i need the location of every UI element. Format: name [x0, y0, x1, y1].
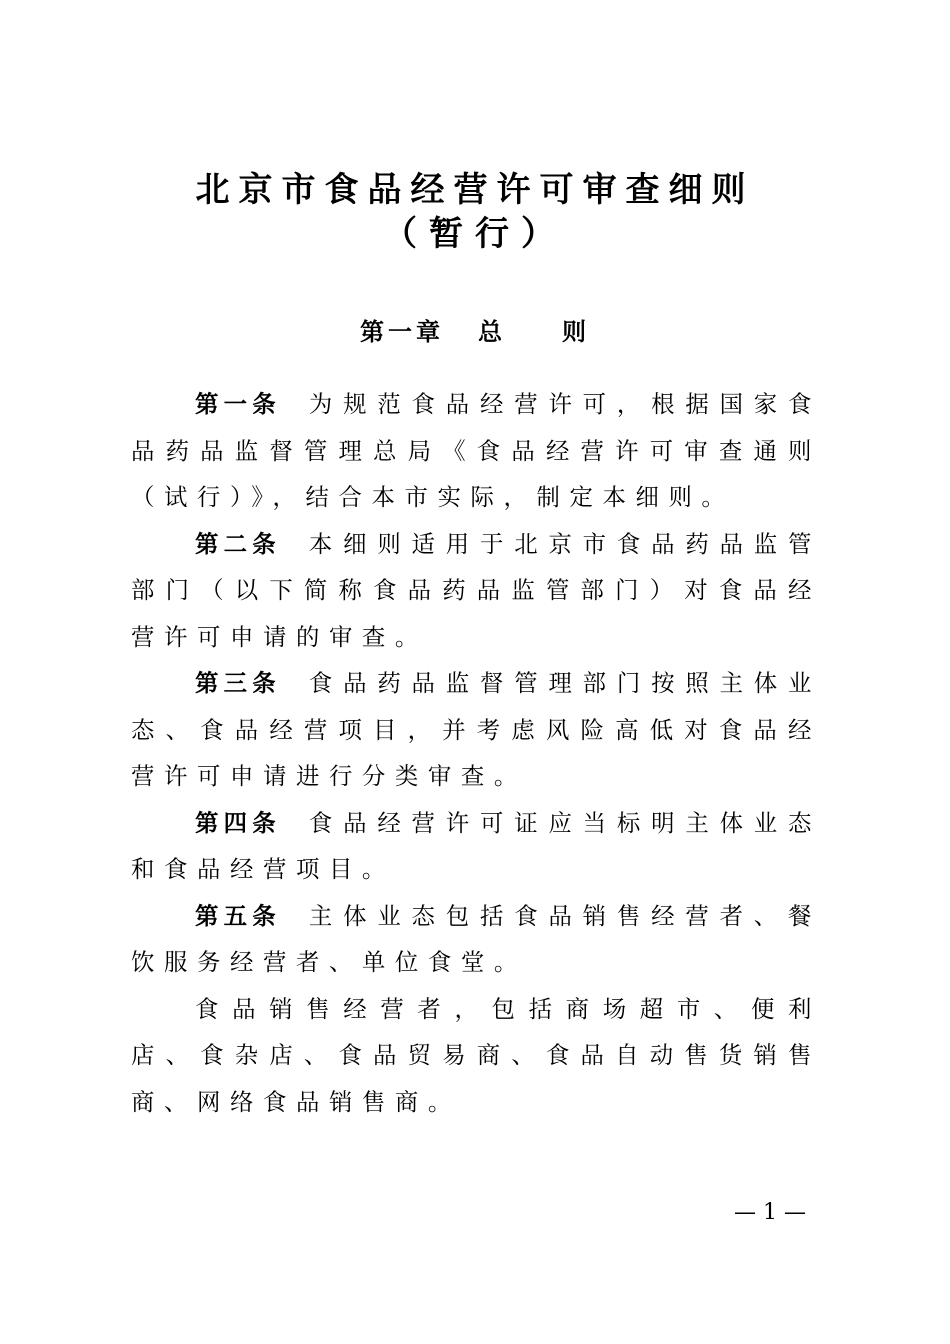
article-label: 第二条 — [195, 529, 281, 558]
article-label: 第一条 — [195, 390, 281, 418]
document-title: 北京市食品经营许可审查细则 — [195, 170, 755, 210]
chapter-name: 总 则 — [478, 318, 590, 346]
article-text: 本细则适用于北京市食品药品监管部门（以下简称食品药品监管部门）对食品经营许可申请的审查。 — [131, 529, 822, 651]
article-label: 第四条 — [195, 808, 281, 837]
article-label: 第五条 — [195, 901, 281, 930]
article-text: 为规范食品经营许可，根据国家食品药品监督管理总局《食品经营许可审查通则（试行）》，结合本市实际，制定本细则。 — [131, 390, 822, 511]
article-label: 第三条 — [195, 669, 281, 697]
document-subtitle: （暂行） — [383, 214, 567, 254]
article-paragraph — [131, 800, 821, 893]
body-paragraph — [131, 986, 821, 1126]
article-text: 食品经营许可证应当标明主体业态和食品经营项目。 — [131, 808, 822, 883]
page-number: — 1 — — [734, 1200, 806, 1225]
paragraph-text: 食品销售经营者，包括商场超市、便利店、食杂店、食品贸易商、食品自动售货销售商、网络食品销售商。 — [131, 994, 821, 1116]
article-paragraph — [131, 660, 821, 800]
article-text: 食品药品监督管理部门按照主体业态、食品经营项目，并考虑风险高低对食品经营许可申请进行分类审查。 — [131, 669, 822, 790]
chapter-number: 第一章 — [360, 318, 444, 346]
chapter-heading — [0, 314, 950, 350]
document-body — [131, 381, 821, 1125]
article-paragraph — [131, 893, 821, 986]
article-text: 主体业态包括食品销售经营者、餐饮服务经营者、单位食堂。 — [131, 901, 822, 976]
article-paragraph — [131, 381, 821, 521]
article-paragraph — [131, 521, 821, 661]
